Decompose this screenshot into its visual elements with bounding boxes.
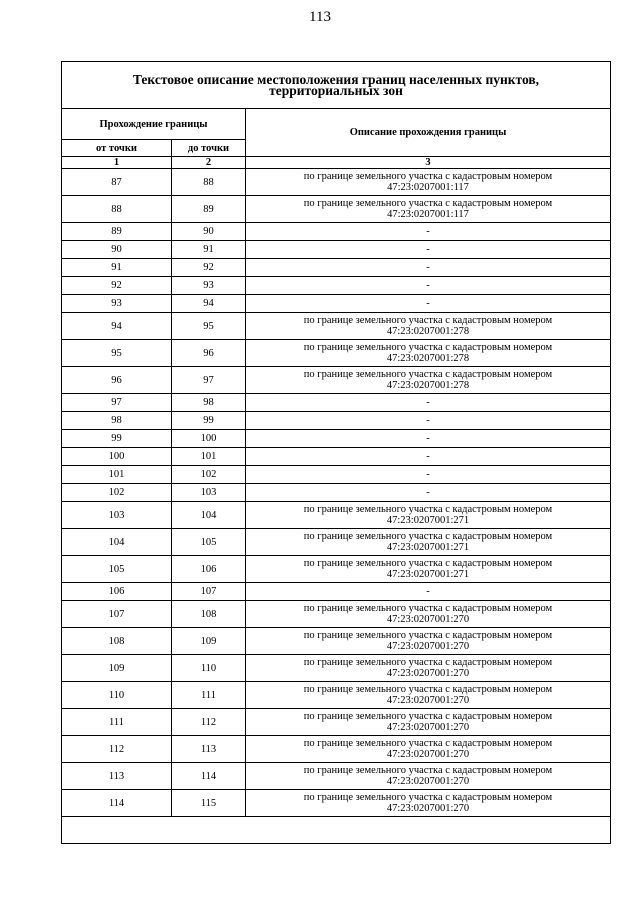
- description-cell: [246, 295, 611, 313]
- description-cell: [246, 736, 611, 763]
- cadastral-number: 47:23:0207001:270: [386, 776, 470, 787]
- table-row: [62, 169, 611, 196]
- description-cell: [246, 448, 611, 466]
- header-col-1: 1: [62, 157, 172, 169]
- table-row: [62, 448, 611, 466]
- table-row: [62, 763, 611, 790]
- cadastral-number: 47:23:0207001:117: [387, 182, 469, 193]
- description-line: -: [426, 487, 430, 498]
- cadastral-number: 47:23:0207001:270: [386, 641, 470, 652]
- header-description: Описание прохождения границы: [246, 109, 611, 157]
- description-cell: [246, 223, 611, 241]
- description-line: по границе земельного участка с кадастровым номером: [303, 738, 553, 749]
- cadastral-number: 47:23:0207001:271: [386, 515, 470, 526]
- table-row: [62, 241, 611, 259]
- from-point-cell: 87: [62, 169, 172, 196]
- to-point-cell: 99: [172, 412, 246, 430]
- from-point-cell: 97: [62, 394, 172, 412]
- description-cell: [246, 556, 611, 583]
- cadastral-number: 47:23:0207001:278: [386, 380, 470, 391]
- table-title-line1: Текстовое описание местоположения границ населенных пунктов,: [132, 72, 540, 87]
- to-point-cell: 104: [172, 502, 246, 529]
- table-row: [62, 259, 611, 277]
- description-line: по границе земельного участка с кадастровым номером: [303, 558, 553, 569]
- from-point-cell: 99: [62, 430, 172, 448]
- description-line: -: [426, 298, 430, 309]
- header-to-point: до точки: [172, 140, 246, 157]
- to-point-cell: 94: [172, 295, 246, 313]
- to-point-cell: 109: [172, 628, 246, 655]
- to-point-cell: 95: [172, 313, 246, 340]
- to-point-cell: 106: [172, 556, 246, 583]
- description-cell: [246, 340, 611, 367]
- table-title-line2: территориальных зон: [269, 83, 403, 98]
- description-cell: [246, 466, 611, 484]
- from-point-cell: 105: [62, 556, 172, 583]
- from-point-cell: 92: [62, 277, 172, 295]
- description-cell: [246, 709, 611, 736]
- table-row: [62, 223, 611, 241]
- table-body: [62, 169, 611, 817]
- cadastral-number: 47:23:0207001:117: [387, 209, 469, 220]
- table-row: [62, 196, 611, 223]
- from-point-cell: 106: [62, 583, 172, 601]
- table-row: [62, 412, 611, 430]
- cadastral-number: 47:23:0207001:270: [386, 614, 470, 625]
- table-row: [62, 340, 611, 367]
- header-col-3: 3: [246, 157, 611, 169]
- from-point-cell: 110: [62, 682, 172, 709]
- to-point-cell: 102: [172, 466, 246, 484]
- cadastral-number: 47:23:0207001:270: [386, 668, 470, 679]
- empty-cell: [62, 817, 611, 844]
- description-line: по границе земельного участка с кадастровым номером: [303, 657, 553, 668]
- description-line: по границе земельного участка с кадастровым номером: [303, 198, 553, 209]
- description-cell: [246, 529, 611, 556]
- description-line: по границе земельного участка с кадастровым номером: [303, 711, 553, 722]
- description-line: по границе земельного участка с кадастровым номером: [303, 792, 553, 803]
- from-point-cell: 111: [62, 709, 172, 736]
- to-point-cell: 92: [172, 259, 246, 277]
- to-point-cell: 108: [172, 601, 246, 628]
- to-point-cell: 96: [172, 340, 246, 367]
- description-cell: [246, 682, 611, 709]
- description-line: по границе земельного участка с кадастровым номером: [303, 603, 553, 614]
- description-cell: [246, 277, 611, 295]
- from-point-cell: 108: [62, 628, 172, 655]
- description-cell: [246, 790, 611, 817]
- to-point-cell: 107: [172, 583, 246, 601]
- description-cell: [246, 655, 611, 682]
- description-cell: [246, 484, 611, 502]
- to-point-cell: 90: [172, 223, 246, 241]
- from-point-cell: 90: [62, 241, 172, 259]
- cadastral-number: 47:23:0207001:270: [386, 803, 470, 814]
- cadastral-number: 47:23:0207001:271: [386, 569, 470, 580]
- table-row: [62, 484, 611, 502]
- description-line: -: [426, 262, 430, 273]
- to-point-cell: 110: [172, 655, 246, 682]
- to-point-cell: 97: [172, 367, 246, 394]
- from-point-cell: 91: [62, 259, 172, 277]
- description-line: -: [426, 586, 430, 597]
- table-row: [62, 277, 611, 295]
- from-point-cell: 93: [62, 295, 172, 313]
- table-row: [62, 709, 611, 736]
- header-from-point: от точки: [62, 140, 172, 157]
- to-point-cell: 112: [172, 709, 246, 736]
- table-header: [62, 62, 611, 169]
- to-point-cell: 113: [172, 736, 246, 763]
- description-line: -: [426, 469, 430, 480]
- description-line: по границе земельного участка с кадастровым номером: [303, 684, 553, 695]
- description-cell: [246, 502, 611, 529]
- table-row: [62, 628, 611, 655]
- from-point-cell: 114: [62, 790, 172, 817]
- description-cell: [246, 583, 611, 601]
- cadastral-number: 47:23:0207001:278: [386, 353, 470, 364]
- to-point-cell: 100: [172, 430, 246, 448]
- table-row: [62, 367, 611, 394]
- from-point-cell: 96: [62, 367, 172, 394]
- description-cell: [246, 169, 611, 196]
- description-cell: [246, 196, 611, 223]
- to-point-cell: 88: [172, 169, 246, 196]
- from-point-cell: 95: [62, 340, 172, 367]
- table-row: [62, 601, 611, 628]
- table-row: [62, 313, 611, 340]
- description-line: -: [426, 226, 430, 237]
- table-row: [62, 682, 611, 709]
- table-row: [62, 583, 611, 601]
- header-col-2: 2: [172, 157, 246, 169]
- description-cell: [246, 628, 611, 655]
- cadastral-number: 47:23:0207001:270: [386, 749, 470, 760]
- header-passage: Прохождение границы: [62, 109, 246, 140]
- to-point-cell: 91: [172, 241, 246, 259]
- description-line: -: [426, 244, 430, 255]
- table-footer-empty-row: [62, 817, 611, 844]
- description-line: по границе земельного участка с кадастровым номером: [303, 315, 553, 326]
- to-point-cell: 114: [172, 763, 246, 790]
- description-line: по границе земельного участка с кадастровым номером: [303, 369, 553, 380]
- to-point-cell: 105: [172, 529, 246, 556]
- boundary-table: [61, 61, 611, 844]
- from-point-cell: 94: [62, 313, 172, 340]
- description-cell: [246, 601, 611, 628]
- to-point-cell: 101: [172, 448, 246, 466]
- from-point-cell: 104: [62, 529, 172, 556]
- table-row: [62, 736, 611, 763]
- from-point-cell: 98: [62, 412, 172, 430]
- table-row: [62, 790, 611, 817]
- description-line: -: [426, 415, 430, 426]
- description-line: по границе земельного участка с кадастровым номером: [303, 504, 553, 515]
- from-point-cell: 102: [62, 484, 172, 502]
- table-row: [62, 529, 611, 556]
- from-point-cell: 89: [62, 223, 172, 241]
- table-row: [62, 556, 611, 583]
- description-line: -: [426, 451, 430, 462]
- from-point-cell: 112: [62, 736, 172, 763]
- description-line: по границе земельного участка с кадастровым номером: [303, 765, 553, 776]
- table-row: [62, 394, 611, 412]
- cadastral-number: 47:23:0207001:278: [386, 326, 470, 337]
- from-point-cell: 101: [62, 466, 172, 484]
- description-line: по границе земельного участка с кадастровым номером: [303, 171, 553, 182]
- description-line: по границе земельного участка с кадастровым номером: [303, 531, 553, 542]
- to-point-cell: 103: [172, 484, 246, 502]
- from-point-cell: 109: [62, 655, 172, 682]
- from-point-cell: 107: [62, 601, 172, 628]
- description-cell: [246, 763, 611, 790]
- from-point-cell: 100: [62, 448, 172, 466]
- to-point-cell: 93: [172, 277, 246, 295]
- description-line: -: [426, 433, 430, 444]
- cadastral-number: 47:23:0207001:271: [386, 542, 470, 553]
- description-cell: [246, 313, 611, 340]
- to-point-cell: 115: [172, 790, 246, 817]
- to-point-cell: 98: [172, 394, 246, 412]
- from-point-cell: 88: [62, 196, 172, 223]
- description-line: по границе земельного участка с кадастровым номером: [303, 630, 553, 641]
- page-number: 113: [309, 9, 331, 25]
- from-point-cell: 103: [62, 502, 172, 529]
- to-point-cell: 111: [172, 682, 246, 709]
- table-title: [62, 62, 611, 109]
- description-cell: [246, 259, 611, 277]
- description-line: -: [426, 280, 430, 291]
- from-point-cell: 113: [62, 763, 172, 790]
- table-row: [62, 430, 611, 448]
- to-point-cell: 89: [172, 196, 246, 223]
- description-line: -: [426, 397, 430, 408]
- description-cell: [246, 412, 611, 430]
- description-cell: [246, 367, 611, 394]
- table-row: [62, 295, 611, 313]
- table-row: [62, 466, 611, 484]
- description-cell: [246, 430, 611, 448]
- table-row: [62, 502, 611, 529]
- cadastral-number: 47:23:0207001:270: [386, 695, 470, 706]
- description-line: по границе земельного участка с кадастровым номером: [303, 342, 553, 353]
- table-row: [62, 655, 611, 682]
- description-cell: [246, 394, 611, 412]
- cadastral-number: 47:23:0207001:270: [386, 722, 470, 733]
- description-cell: [246, 241, 611, 259]
